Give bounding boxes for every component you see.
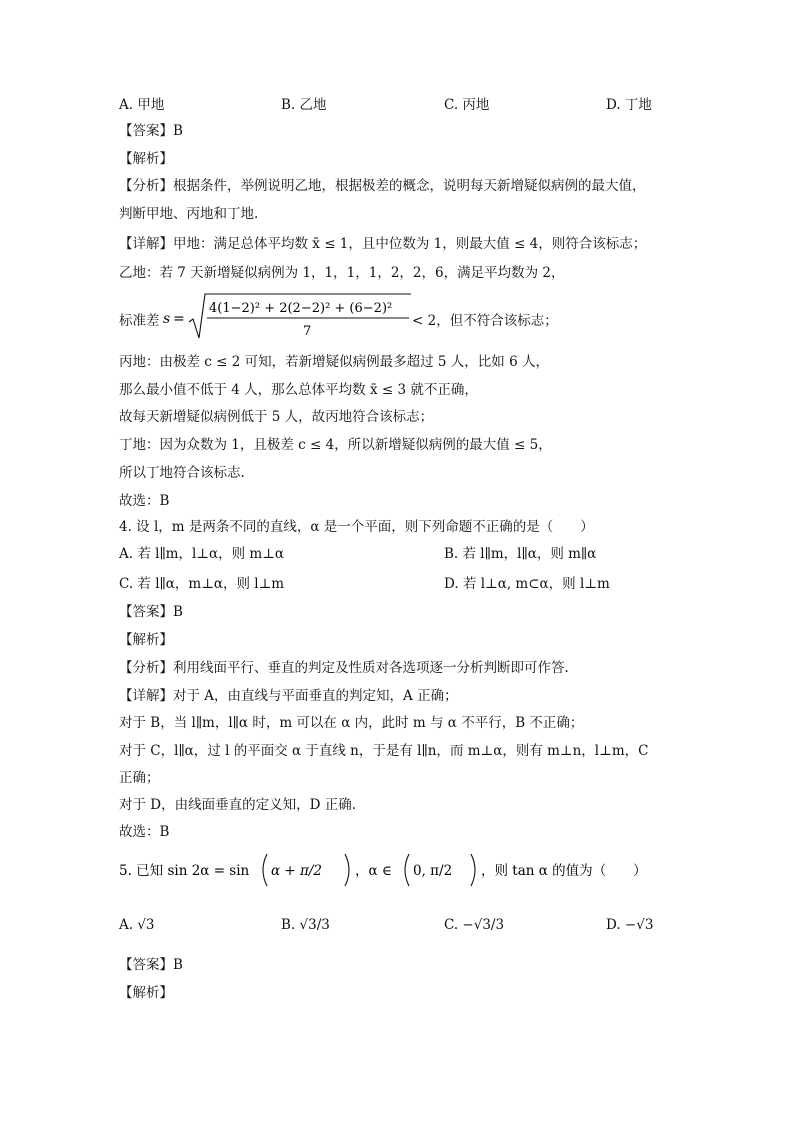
q3-detail-line-2: 乙地：若 7 天新增疑似病例为 1，1，1，1，2，2，6，满足平均数为 2，	[119, 265, 565, 281]
q5-jiexi-heading: 【解析】	[119, 985, 173, 1001]
q4-choose: 故选：B	[119, 824, 170, 840]
q3-answer: 【答案】B	[119, 123, 183, 139]
q5-right-paren	[345, 854, 349, 886]
q5-stem-mid: ，α ∈	[355, 863, 392, 879]
q5-answer: 【答案】B	[119, 957, 183, 973]
q4-detail-line-4: 正确；	[119, 770, 160, 786]
formula-tail: < 2，但不符合该标志；	[412, 313, 558, 329]
q3-option-d: D. 丁地	[606, 97, 652, 113]
q3-choose: 故选：B	[119, 493, 170, 509]
q4-option-c: C. 若 l∥α，m⊥α，则 l⊥m	[119, 576, 285, 592]
q4-detail-line-5: 对于 D，由线面垂直的定义知，D 正确.	[119, 797, 357, 813]
q3-detail-line-3: 丙地：由极差 c ≤ 2 可知，若新增疑似病例最多超过 5 人，比如 6 人，	[119, 354, 549, 370]
q5-option-d: D. −√3	[606, 917, 654, 933]
q5-option-b: B. √3/3	[281, 917, 330, 933]
formula-s: s	[163, 311, 171, 327]
q3-detail-line-5: 故每天新增疑似病例低于 5 人，故丙地符合该标志；	[119, 409, 434, 425]
q3-detail-line-6: 丁地：因为众数为 1，且极差 c ≤ 4，所以新增疑似病例的最大值 ≤ 5，	[119, 437, 552, 453]
svg-text:=: =	[173, 311, 185, 327]
q4-jiexi-heading: 【解析】	[119, 632, 173, 648]
q4-option-b: B. 若 l∥m，l∥α，则 m∥α	[444, 546, 597, 562]
q5-option-c: C. −√3/3	[444, 917, 505, 933]
q5-left-paren	[263, 854, 267, 886]
q5-interval-right-paren	[471, 854, 475, 886]
q5-stem-prefix: 5. 已知 sin 2α = sin	[119, 863, 250, 879]
q4-detail-line-2: 对于 B，当 l∥m，l∥α 时，m 可以在 α 内，此时 m 与 α 不平行，B 不正确；	[119, 715, 584, 731]
q3-detail-line-1: 【详解】甲地：满足总体平均数 x̄ ≤ 1，且中位数为 1，则最大值 ≤ 4，则符合该标志；	[119, 236, 647, 252]
q3-analysis-line-2: 判断甲地、丙地和丁地.	[119, 206, 259, 222]
q4-answer: 【答案】B	[119, 604, 183, 620]
q5-stem-interval: 0, π/2	[413, 863, 453, 879]
std-dev-formula	[119, 292, 599, 344]
q3-option-c: C. 丙地	[444, 97, 490, 113]
q5-stem	[119, 848, 647, 892]
formula-label: 标准差	[119, 313, 160, 329]
q3-jiexi-heading: 【解析】	[119, 151, 173, 167]
q3-detail-line-4: 那么最小值不低于 4 人，那么总体平均数 x̄ ≤ 3 就不正确，	[119, 382, 478, 398]
q4-stem: 4. 设 l，m 是两条不同的直线，α 是一个平面，则下列命题不正确的是（ ）	[119, 519, 594, 535]
q3-analysis-line-1: 【分析】根据条件，举例说明乙地，根据极差的概念，说明每天新增疑似病例的最大值，	[119, 178, 646, 194]
q4-option-a: A. 若 l∥m，l⊥α，则 m⊥α	[119, 546, 285, 562]
q4-detail-line-1: 【详解】对于 A，由直线与平面垂直的判定知，A 正确；	[119, 688, 458, 704]
q3-detail-line-7: 所以丁地符合该标志.	[119, 465, 245, 481]
q5-stem-suffix: ，则 tan α 的值为（ ）	[481, 863, 647, 879]
q3-option-a: A. 甲地	[119, 97, 165, 113]
q4-option-d: D. 若 l⊥α, m⊂α，则 l⊥m	[444, 576, 610, 592]
q4-detail-line-3: 对于 C，l∥α，过 l 的平面交 α 于直线 n，于是有 l∥n，而 m⊥α，则有 m⊥n，l⊥m，C	[119, 743, 649, 759]
sqrt-fraction	[163, 292, 413, 344]
formula-denominator: 7	[303, 324, 312, 339]
q4-analysis: 【分析】利用线面平行、垂直的判定及性质对各选项逐一分析判断即可作答.	[119, 660, 569, 676]
q5-interval-left-paren	[405, 854, 409, 886]
q5-option-a: A. √3	[119, 917, 155, 933]
formula-numerator: 4(1−2)² + 2(2−2)² + (6−2)²	[209, 301, 393, 316]
q5-stem-inner: α + π/2	[271, 863, 323, 879]
q3-option-b: B. 乙地	[281, 97, 327, 113]
